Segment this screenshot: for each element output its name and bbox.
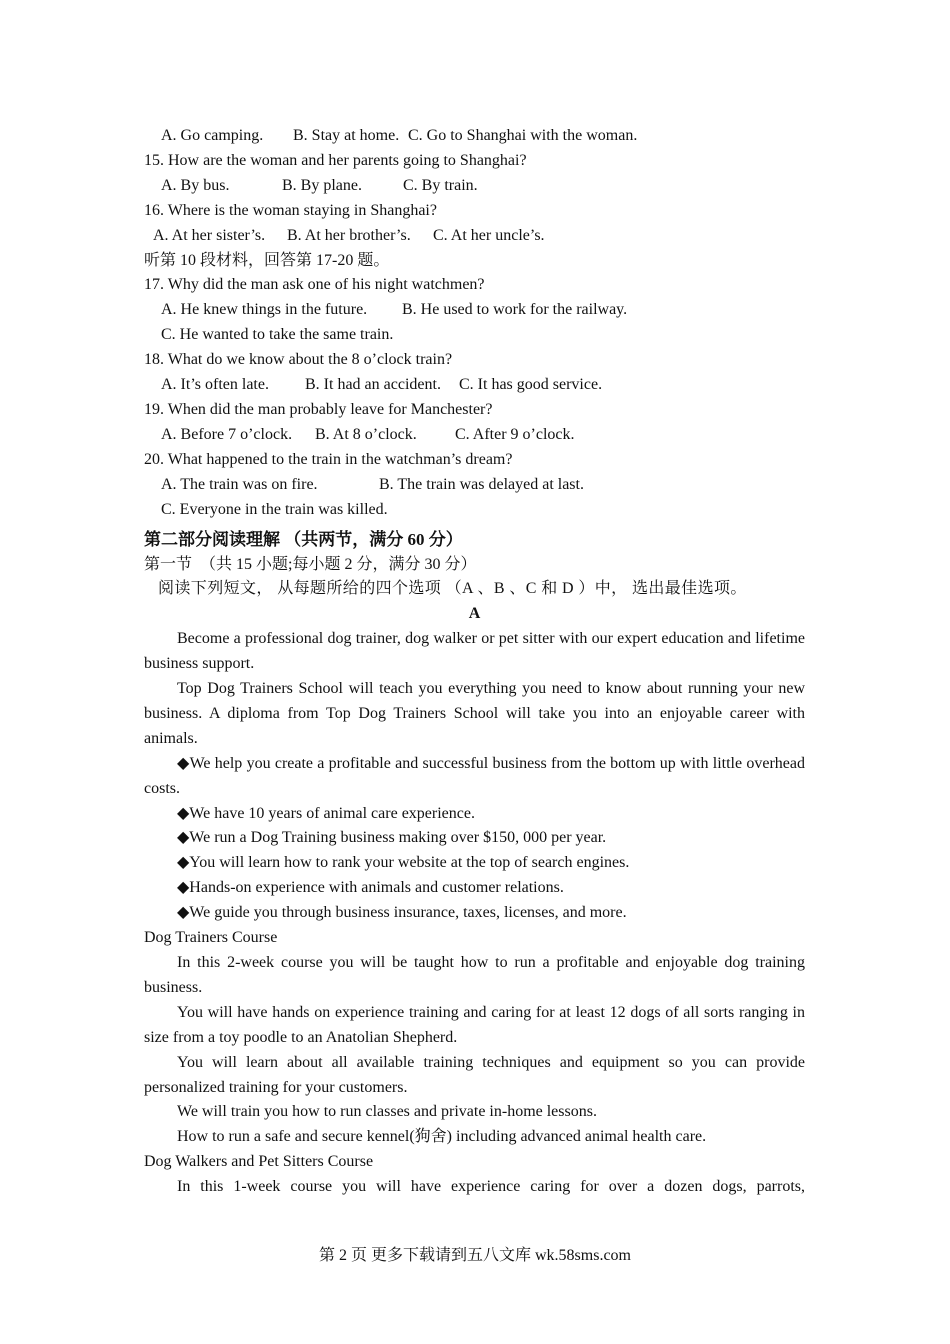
q20-option-a: A. The train was on fire. <box>161 475 318 493</box>
q20-option-c: C. Everyone in the train was killed. <box>161 500 388 518</box>
q19-option-c: C. After 9 o’clock. <box>455 425 575 443</box>
course2-title: Dog Walkers and Pet Sitters Course <box>144 1153 374 1171</box>
course1-paragraph: How to run a safe and secure kennel(狗舍) including advanced animal health care. <box>177 1128 707 1146</box>
page-content <box>144 124 805 1200</box>
passage-label: A <box>468 605 481 623</box>
q18-options <box>144 373 805 398</box>
q15-question: 15. How are the woman and her parents going to Shanghai? <box>144 151 527 169</box>
q18-option-a: A. It’s often late. <box>161 376 269 394</box>
q18-option-c: C. It has good service. <box>459 376 603 394</box>
q16-option-c: C. At her uncle’s. <box>433 226 545 244</box>
intro-paragraph-2: Top Dog Trainers School will teach you everything you need to know about running your new business. A diploma from Top Dog Trainers School will take you into an enjoyable career with animals. <box>144 680 805 747</box>
q15-option-b: B. By plane. <box>282 176 362 194</box>
q14-option-b: B. Stay at home. <box>293 127 400 144</box>
course1-paragraph: In this 2-week course you will be taught how to run a profitable and enjoyable dog training business. <box>144 954 805 996</box>
section1-heading: 第一节 （共 15 小题;每小题 2 分，满分 30 分） <box>144 555 477 573</box>
q19-option-a: A. Before 7 o’clock. <box>161 425 293 443</box>
q17-options-row1 <box>144 298 805 323</box>
course1-title: Dog Trainers Course <box>144 929 278 947</box>
q16-options <box>144 224 805 249</box>
course2-paragraph: In this 1-week course you will have experience caring for over a dozen dogs, parrots, <box>177 1178 805 1196</box>
course1-paragraph: You will learn about all available training techniques and equipment so you can provide personalized training for your customers. <box>144 1053 805 1096</box>
intro-paragraph-1: Become a professional dog trainer, dog walker or pet sitter with our expert education and lifetime business support. <box>144 630 805 673</box>
q17-option-a: A. He knew things in the future. <box>161 301 368 319</box>
q14-options <box>144 124 805 149</box>
course1-paragraph: You will have hands on experience training and caring for at least 12 dogs of all sorts ranging in size from a toy poodle to an Anatolian Shepherd. <box>144 1003 805 1046</box>
q16-option-b: B. At her brother’s. <box>287 226 411 244</box>
q17-question: 17. Why did the man ask one of his night watchmen? <box>144 276 485 294</box>
bullet-item: ◆We help you create a profitable and successful business from the bottom up with little overhead costs. <box>144 754 805 797</box>
course1-paragraph: We will train you how to run classes and private in-home lessons. <box>177 1103 597 1121</box>
q19-question: 19. When did the man probably leave for Manchester? <box>144 400 493 418</box>
q14-option-a: A. Go camping. <box>161 127 264 144</box>
q16-question: 16. Where is the woman staying in Shanghai? <box>144 201 437 219</box>
part2-heading: 第二部分阅读理解 （共两节，满分 60 分） <box>144 529 463 549</box>
section10-instruction: 听第 10 段材料，回答第 17-20 题。 <box>144 251 390 269</box>
q14-option-c: C. Go to Shanghai with the woman. <box>408 127 638 144</box>
q18-question: 18. What do we know about the 8 o’clock train? <box>144 351 453 369</box>
q15-option-a: A. By bus. <box>161 176 230 194</box>
bullet-item: ◆Hands-on experience with animals and customer relations. <box>177 879 564 897</box>
q15-option-c: C. By train. <box>403 176 478 194</box>
q15-options <box>144 174 805 199</box>
bullet-item: ◆We guide you through business insurance, taxes, licenses, and more. <box>177 904 627 922</box>
q18-option-b: B. It had an accident. <box>305 376 441 394</box>
q17-option-c: C. He wanted to take the same train. <box>161 326 394 344</box>
q19-options <box>144 423 805 448</box>
reading-instruction: 阅读下列短文， 从每题所给的四个选项 （A 、B 、C 和 D ）中， 选出最佳选项。 <box>158 580 747 598</box>
q20-option-b: B. The train was delayed at last. <box>379 475 584 493</box>
page-footer: 第 2 页 更多下载请到五八文库 wk.58sms.com <box>318 1247 631 1264</box>
q20-options-row1 <box>144 473 805 498</box>
q20-question: 20. What happened to the train in the watchman’s dream? <box>144 450 513 468</box>
bullet-item: ◆We run a Dog Training business making over $150, 000 per year. <box>177 829 607 847</box>
bullet-item: ◆We have 10 years of animal care experience. <box>177 804 475 822</box>
q17-option-b: B. He used to work for the railway. <box>402 301 628 319</box>
q19-option-b: B. At 8 o’clock. <box>315 425 417 443</box>
q16-option-a: A. At her sister’s. <box>153 226 266 244</box>
bullet-item: ◆You will learn how to rank your website at the top of search engines. <box>177 854 630 872</box>
